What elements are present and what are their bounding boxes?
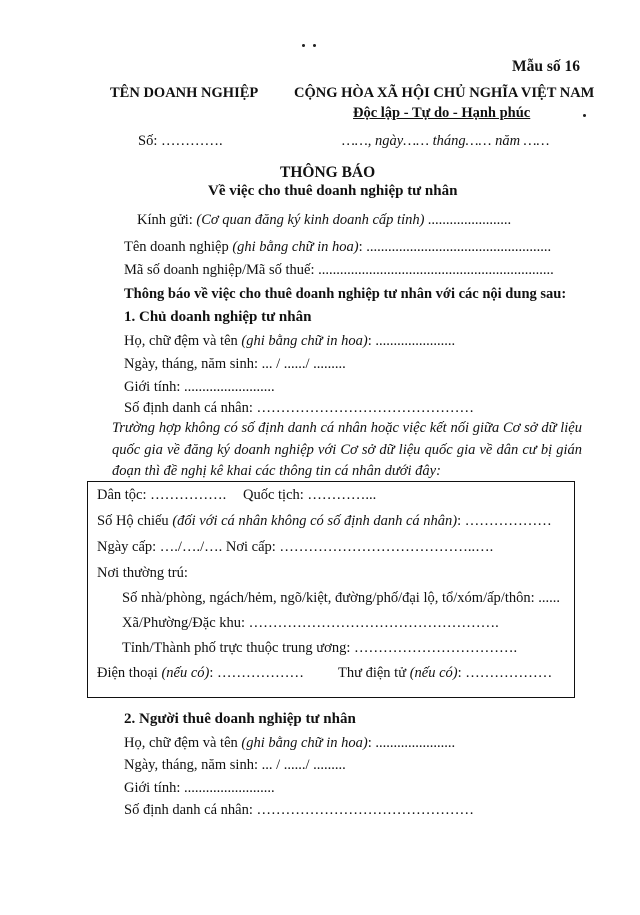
document-title: THÔNG BÁO (280, 164, 376, 181)
box-email-field (338, 665, 552, 682)
box-passport-field (97, 513, 552, 530)
box-passport-hint: (đối với cá nhân không có số định danh cá nhân) (172, 513, 458, 529)
section2-heading: 2. Người thuê doanh nghiệp tư nhân (124, 711, 356, 727)
document-number: Số: …………. (138, 133, 223, 149)
intro-statement: Thông báo về việc cho thuê doanh nghiệp tư nhân với các nội dung sau: (124, 286, 567, 302)
box-email-hint: (nếu có) (409, 665, 458, 681)
section1-id-field: Số định danh cá nhân: ……………………………………… (124, 400, 474, 416)
note-paragraph: Trường hợp không có số định danh cá nhân hoặc việc kết nối giữa Cơ sở dữ liệu quốc gia về đăng ký doanh nghiệp với Cơ sở dữ liệu quốc gia về dân cư bị gián đoạn thì đề nghị kê khai các thông tin cá nhân dưới đây: (112, 420, 582, 479)
section2-fullname-dots: : ...................... (367, 735, 456, 751)
recipient-line (137, 212, 511, 229)
nation-title: CỘNG HÒA XÃ HỘI CHỦ NGHĨA VIỆT NAM (294, 85, 595, 101)
date-line: ……, ngày…… tháng…… năm …… (342, 133, 550, 149)
scan-speck (302, 44, 305, 47)
recipient-label: Kính gửi: (137, 212, 193, 228)
section2-gender-field: Giới tính: ......................... (124, 780, 275, 796)
box-email-label: Thư điện tử (338, 665, 407, 681)
business-name-field-label: Tên doanh nghiệp (124, 239, 229, 255)
business-name-field-dots: : ................................................... (358, 239, 552, 255)
box-passport-dots: : ……………… (457, 513, 552, 529)
box-issue-field: Ngày cấp: …./…./…. Nơi cấp: …………………………………..…. (97, 539, 494, 555)
box-email-dots: : ……………… (457, 665, 553, 681)
section2-id-field: Số định danh cá nhân: ……………………………………… (124, 802, 474, 818)
business-code-field: Mã số doanh nghiệp/Mã số thuế: ................................................................. (124, 262, 554, 278)
box-residence-label: Nơi thường trú: (97, 565, 188, 581)
section2-dob-field: Ngày, tháng, năm sinh: ... / ....../ ......... (124, 757, 346, 773)
box-phone-hint: (nếu có) (161, 665, 210, 681)
section1-fullname-field (124, 333, 455, 350)
section1-fullname-label: Họ, chữ đệm và tên (124, 333, 238, 349)
nation-motto: Độc lập - Tự do - Hạnh phúc (353, 105, 531, 121)
business-name-label: TÊN DOANH NGHIỆP (110, 85, 259, 101)
scan-speck (313, 44, 316, 47)
section2-fullname-field (124, 735, 455, 752)
box-phone-dots: : ……………… (209, 665, 304, 681)
recipient-value: (Cơ quan đăng ký kinh doanh cấp tỉnh) ....................... (196, 212, 512, 228)
box-ethnicity-field: Dân tộc: ……………. (97, 487, 227, 503)
box-phone-field (97, 665, 304, 682)
section1-dob-field: Ngày, tháng, năm sinh: ... / ....../ ......... (124, 356, 346, 372)
box-nationality-field: Quốc tịch: …………... (243, 487, 377, 503)
section2-fullname-hint: (ghi bằng chữ in hoa) (241, 735, 368, 751)
box-street-field: Số nhà/phòng, ngách/hẻm, ngõ/kiệt, đường/phố/đại lộ, tổ/xóm/ấp/thôn: ...... (122, 590, 561, 606)
document-subtitle: Về việc cho thuê doanh nghiệp tư nhân (208, 183, 458, 199)
section1-heading: 1. Chủ doanh nghiệp tư nhân (124, 309, 312, 325)
section1-fullname-dots: : ...................... (367, 333, 456, 349)
section1-gender-field: Giới tính: ......................... (124, 379, 275, 395)
box-ward-field: Xã/Phường/Đặc khu: ……………………………………………. (122, 615, 499, 631)
section1-fullname-hint: (ghi bằng chữ in hoa) (241, 333, 368, 349)
section2-fullname-label: Họ, chữ đệm và tên (124, 735, 238, 751)
box-province-field: Tỉnh/Thành phố trực thuộc trung ương: ……………………………. (122, 640, 518, 656)
scan-speck (583, 114, 586, 117)
business-name-field-hint: (ghi bằng chữ in hoa) (232, 239, 359, 255)
business-name-field (124, 239, 551, 256)
box-passport-label: Số Hộ chiếu (97, 513, 169, 529)
form-number: Mẫu số 16 (511, 58, 580, 75)
box-phone-label: Điện thoại (97, 665, 158, 681)
